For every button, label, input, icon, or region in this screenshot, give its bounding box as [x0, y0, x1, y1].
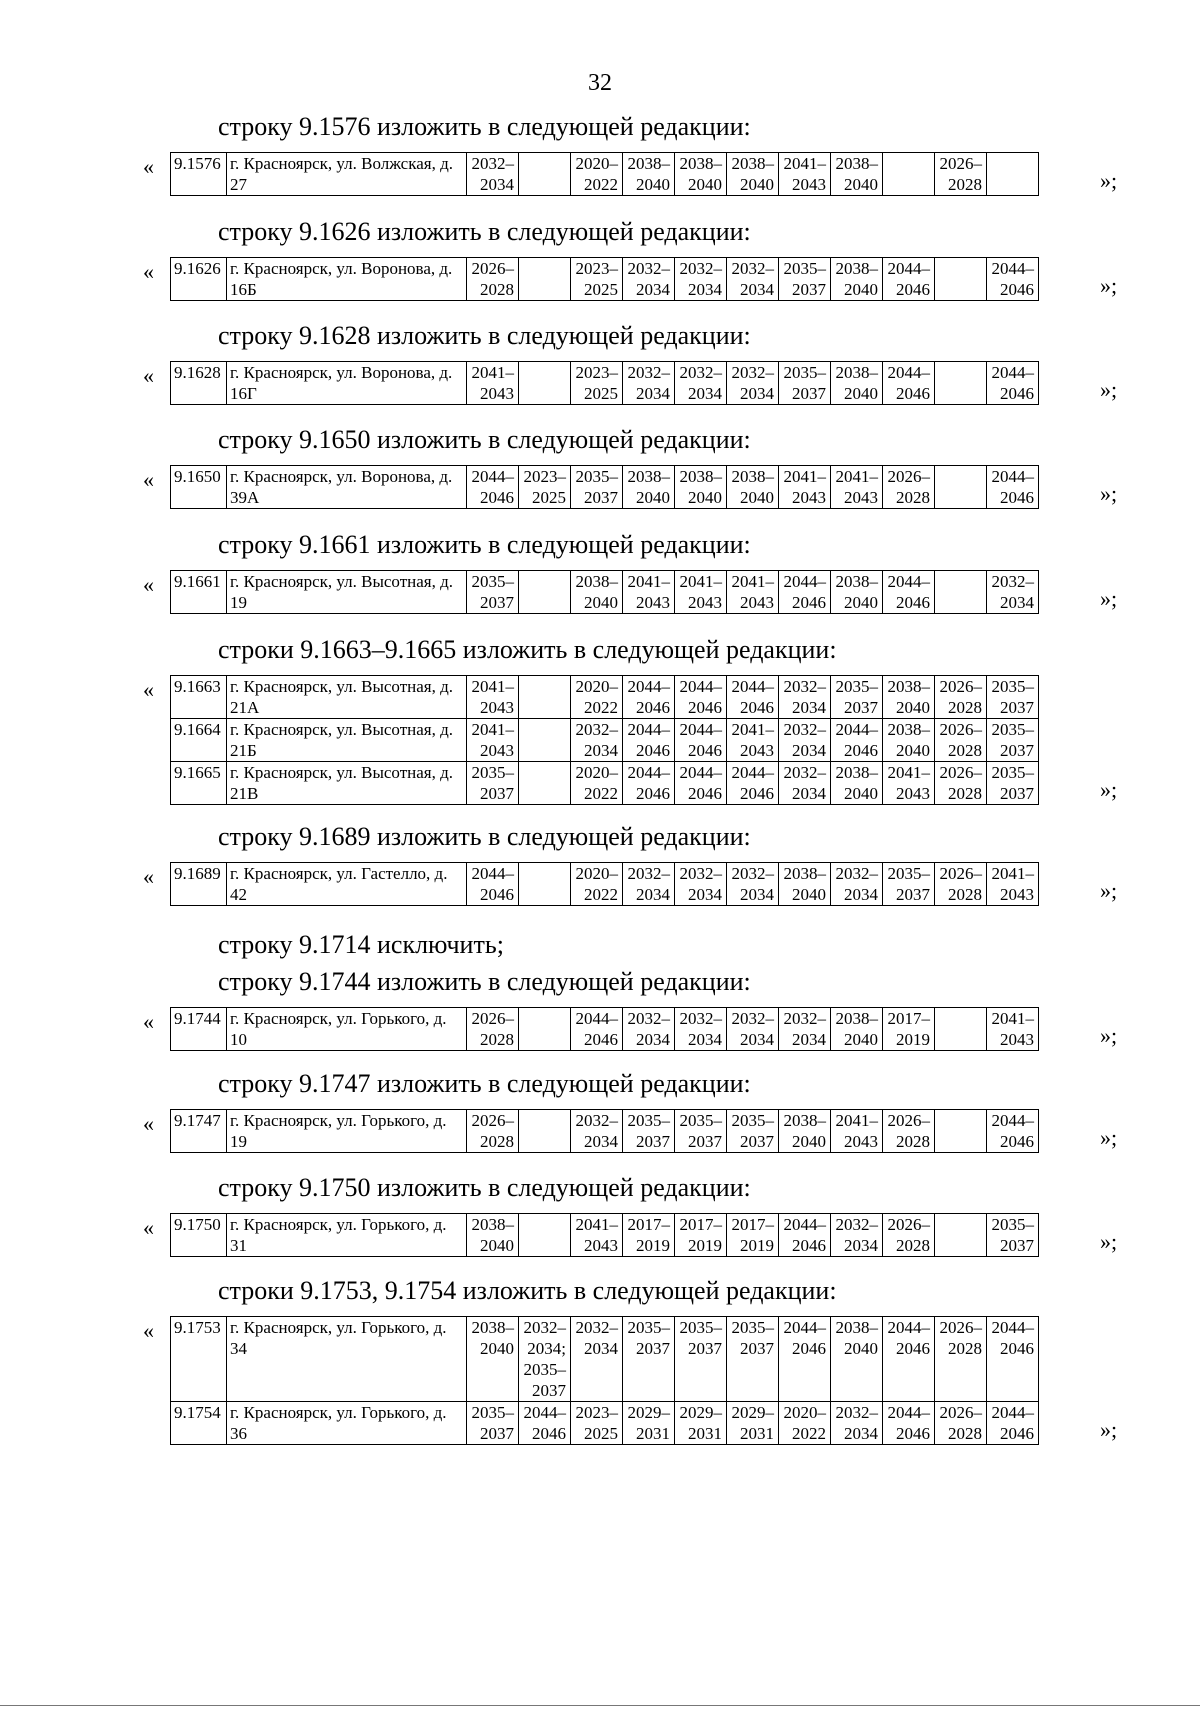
- address-cell: г. Красноярск, ул. Горького, д. 10: [227, 1008, 467, 1051]
- period-cell: 2044– 2046: [467, 863, 519, 906]
- period-cell: 2038– 2040: [831, 362, 883, 405]
- period-cell: 2035– 2037: [883, 863, 935, 906]
- section-heading: строку 9.1744 изложить в следующей редакции:: [218, 967, 751, 996]
- address-cell: г. Красноярск, ул. Высотная, д. 19: [227, 571, 467, 614]
- period-cell: 2017– 2019: [883, 1008, 935, 1051]
- period-cell: 2035– 2037: [779, 362, 831, 405]
- address-cell: г. Красноярск, ул. Волжская, д. 27: [227, 153, 467, 196]
- period-cell: 2044– 2046: [987, 1317, 1039, 1402]
- amendment-table: [170, 570, 1039, 614]
- period-cell: 2038– 2040: [883, 719, 935, 762]
- amendment-table-wrapper: [143, 257, 1118, 301]
- period-cell: [519, 676, 571, 719]
- period-cell: 2038– 2040: [571, 571, 623, 614]
- period-cell: 2038– 2040: [831, 762, 883, 805]
- period-cell: 2032– 2034: [623, 863, 675, 906]
- amendment-table-wrapper: [143, 1109, 1118, 1153]
- address-cell: г. Красноярск, ул. Гастелло, д. 42: [227, 863, 467, 906]
- period-cell: 2026– 2028: [467, 1110, 519, 1153]
- period-cell: 2032– 2034: [779, 676, 831, 719]
- period-cell: 2017– 2019: [623, 1214, 675, 1257]
- opening-quote: «: [143, 864, 154, 889]
- row-number: 9.1753: [171, 1317, 227, 1402]
- period-cell: 2026– 2028: [883, 466, 935, 509]
- period-cell: 2038– 2040: [467, 1214, 519, 1257]
- period-cell: 2026– 2028: [935, 153, 987, 196]
- amendment-table: [170, 152, 1039, 196]
- period-cell: 2035– 2037: [623, 1317, 675, 1402]
- period-cell: [883, 153, 935, 196]
- period-cell: 2032– 2034: [779, 762, 831, 805]
- period-cell: 2038– 2040: [623, 153, 675, 196]
- period-cell: 2035– 2037: [987, 1214, 1039, 1257]
- amendment-table: [170, 1007, 1039, 1051]
- period-cell: 2035– 2037: [467, 1402, 519, 1445]
- opening-quote: «: [143, 259, 154, 284]
- period-cell: 2041– 2043: [883, 762, 935, 805]
- period-cell: 2041– 2043: [779, 153, 831, 196]
- period-cell: 2023– 2025: [571, 258, 623, 301]
- closing-quote: »;: [1100, 1229, 1118, 1254]
- bottom-rule: [0, 1705, 1200, 1706]
- closing-quote: »;: [1100, 168, 1118, 193]
- period-cell: 2023– 2025: [519, 466, 571, 509]
- period-cell: 2020– 2022: [779, 1402, 831, 1445]
- period-cell: [935, 258, 987, 301]
- period-cell: [519, 258, 571, 301]
- row-number: 9.1576: [171, 153, 227, 196]
- section-heading: строки 9.1753, 9.1754 изложить в следующей редакции:: [218, 1276, 837, 1305]
- amendment-table-wrapper: [143, 570, 1118, 614]
- period-cell: 2032– 2034: [623, 1008, 675, 1051]
- exclusion-instruction: строку 9.1714 исключить;: [218, 930, 504, 959]
- period-cell: 2035– 2037: [727, 1110, 779, 1153]
- period-cell: 2035– 2037: [675, 1317, 727, 1402]
- period-cell: 2044– 2046: [883, 571, 935, 614]
- period-cell: 2026– 2028: [883, 1110, 935, 1153]
- period-cell: 2017– 2019: [675, 1214, 727, 1257]
- period-cell: [935, 362, 987, 405]
- address-cell: г. Красноярск, ул. Воронова, д. 16Б: [227, 258, 467, 301]
- period-cell: 2032– 2034: [675, 1008, 727, 1051]
- period-cell: 2041– 2043: [727, 719, 779, 762]
- address-cell: г. Красноярск, ул. Горького, д. 36: [227, 1402, 467, 1445]
- period-cell: 2038– 2040: [779, 1110, 831, 1153]
- period-cell: 2044– 2046: [519, 1402, 571, 1445]
- period-cell: 2032– 2034: [623, 258, 675, 301]
- table-row: [171, 362, 1039, 405]
- period-cell: 2038– 2040: [831, 258, 883, 301]
- section-heading: строку 9.1747 изложить в следующей редакции:: [218, 1069, 751, 1098]
- period-cell: 2026– 2028: [935, 863, 987, 906]
- period-cell: 2023– 2025: [571, 362, 623, 405]
- period-cell: 2041– 2043: [571, 1214, 623, 1257]
- period-cell: 2041– 2043: [779, 466, 831, 509]
- table-row: [171, 719, 1039, 762]
- period-cell: 2032– 2034: [831, 863, 883, 906]
- address-cell: г. Красноярск, ул. Высотная, д. 21В: [227, 762, 467, 805]
- period-cell: [935, 1214, 987, 1257]
- period-cell: 2032– 2034: [675, 258, 727, 301]
- period-cell: 2044– 2046: [883, 1317, 935, 1402]
- period-cell: 2032– 2034: [571, 1317, 623, 1402]
- period-cell: 2041– 2043: [987, 863, 1039, 906]
- period-cell: 2026– 2028: [883, 1214, 935, 1257]
- period-cell: 2041– 2043: [467, 362, 519, 405]
- table-row: [171, 1110, 1039, 1153]
- period-cell: 2029– 2031: [727, 1402, 779, 1445]
- period-cell: 2035– 2037: [831, 676, 883, 719]
- period-cell: 2044– 2046: [987, 258, 1039, 301]
- table-row: [171, 1317, 1039, 1402]
- period-cell: 2044– 2046: [987, 1402, 1039, 1445]
- period-cell: 2044– 2046: [727, 762, 779, 805]
- period-cell: 2032– 2034: [467, 153, 519, 196]
- amendment-table: [170, 257, 1039, 301]
- address-cell: г. Красноярск, ул. Высотная, д. 21А: [227, 676, 467, 719]
- table-row: [171, 571, 1039, 614]
- amendment-table: [170, 361, 1039, 405]
- period-cell: 2017– 2019: [727, 1214, 779, 1257]
- period-cell: 2044– 2046: [987, 466, 1039, 509]
- period-cell: 2035– 2037: [987, 676, 1039, 719]
- period-cell: 2044– 2046: [623, 676, 675, 719]
- period-cell: 2038– 2040: [727, 153, 779, 196]
- period-cell: 2044– 2046: [675, 762, 727, 805]
- period-cell: 2044– 2046: [883, 1402, 935, 1445]
- row-number: 9.1665: [171, 762, 227, 805]
- period-cell: 2020– 2022: [571, 153, 623, 196]
- period-cell: 2032– 2034: [779, 719, 831, 762]
- section-heading: строки 9.1663–9.1665 изложить в следующей редакции:: [218, 635, 837, 664]
- period-cell: [519, 1110, 571, 1153]
- period-cell: [935, 1008, 987, 1051]
- row-number: 9.1744: [171, 1008, 227, 1051]
- period-cell: 2044– 2046: [883, 362, 935, 405]
- row-number: 9.1626: [171, 258, 227, 301]
- amendment-table-wrapper: [143, 1007, 1118, 1051]
- period-cell: 2032– 2034: [727, 863, 779, 906]
- period-cell: 2032– 2034: [675, 362, 727, 405]
- row-number: 9.1747: [171, 1110, 227, 1153]
- period-cell: 2035– 2037: [987, 719, 1039, 762]
- address-cell: г. Красноярск, ул. Горького, д. 19: [227, 1110, 467, 1153]
- period-cell: 2044– 2046: [987, 1110, 1039, 1153]
- closing-quote: »;: [1100, 777, 1118, 802]
- opening-quote: «: [143, 1318, 154, 1343]
- period-cell: 2044– 2046: [623, 719, 675, 762]
- period-cell: [935, 571, 987, 614]
- amendment-table-wrapper: [143, 862, 1118, 906]
- table-row: [171, 1008, 1039, 1051]
- period-cell: 2026– 2028: [935, 676, 987, 719]
- period-cell: 2041– 2043: [675, 571, 727, 614]
- opening-quote: «: [143, 1009, 154, 1034]
- period-cell: [519, 863, 571, 906]
- period-cell: 2044– 2046: [675, 719, 727, 762]
- section-heading: строку 9.1750 изложить в следующей редакции:: [218, 1173, 751, 1202]
- address-cell: г. Красноярск, ул. Воронова, д. 39А: [227, 466, 467, 509]
- period-cell: 2026– 2028: [935, 719, 987, 762]
- opening-quote: «: [143, 1111, 154, 1136]
- period-cell: 2038– 2040: [467, 1317, 519, 1402]
- period-cell: 2020– 2022: [571, 863, 623, 906]
- period-cell: 2044– 2046: [779, 571, 831, 614]
- period-cell: 2035– 2037: [779, 258, 831, 301]
- amendment-table: [170, 1316, 1039, 1445]
- row-number: 9.1663: [171, 676, 227, 719]
- period-cell: 2032– 2034: [571, 1110, 623, 1153]
- period-cell: 2032– 2034: [675, 863, 727, 906]
- period-cell: 2041– 2043: [727, 571, 779, 614]
- section-heading: строку 9.1650 изложить в следующей редакции:: [218, 425, 751, 454]
- period-cell: 2038– 2040: [831, 153, 883, 196]
- amendment-table-wrapper: [143, 152, 1118, 196]
- opening-quote: «: [143, 1215, 154, 1240]
- table-row: [171, 1402, 1039, 1445]
- period-cell: [519, 1214, 571, 1257]
- amendment-table-wrapper: [143, 1213, 1118, 1257]
- period-cell: 2020– 2022: [571, 676, 623, 719]
- period-cell: 2041– 2043: [467, 676, 519, 719]
- address-cell: г. Красноярск, ул. Горького, д. 34: [227, 1317, 467, 1402]
- period-cell: 2026– 2028: [467, 258, 519, 301]
- period-cell: 2032– 2034: [831, 1402, 883, 1445]
- period-cell: [519, 362, 571, 405]
- period-cell: 2035– 2037: [623, 1110, 675, 1153]
- row-number: 9.1664: [171, 719, 227, 762]
- period-cell: 2041– 2043: [831, 466, 883, 509]
- period-cell: 2044– 2046: [623, 762, 675, 805]
- period-cell: 2044– 2046: [727, 676, 779, 719]
- closing-quote: »;: [1100, 1023, 1118, 1048]
- section-heading: строку 9.1661 изложить в следующей редакции:: [218, 530, 751, 559]
- period-cell: 2032– 2034: [727, 1008, 779, 1051]
- period-cell: 2038– 2040: [831, 1008, 883, 1051]
- amendment-table-wrapper: [143, 675, 1118, 805]
- period-cell: [519, 153, 571, 196]
- period-cell: 2041– 2043: [623, 571, 675, 614]
- period-cell: 2032– 2034; 2035– 2037: [519, 1317, 571, 1402]
- period-cell: 2041– 2043: [831, 1110, 883, 1153]
- section-heading: строку 9.1626 изложить в следующей редакции:: [218, 217, 751, 246]
- period-cell: 2035– 2037: [727, 1317, 779, 1402]
- closing-quote: »;: [1100, 1417, 1118, 1442]
- period-cell: 2044– 2046: [779, 1317, 831, 1402]
- period-cell: 2038– 2040: [779, 863, 831, 906]
- closing-quote: »;: [1100, 586, 1118, 611]
- address-cell: г. Красноярск, ул. Горького, д. 31: [227, 1214, 467, 1257]
- table-row: [171, 863, 1039, 906]
- amendment-table: [170, 1109, 1039, 1153]
- row-number: 9.1750: [171, 1214, 227, 1257]
- period-cell: [519, 719, 571, 762]
- period-cell: [519, 1008, 571, 1051]
- section-heading: строку 9.1628 изложить в следующей редакции:: [218, 321, 751, 350]
- table-row: [171, 466, 1039, 509]
- amendment-table: [170, 465, 1039, 509]
- period-cell: 2035– 2037: [987, 762, 1039, 805]
- address-cell: г. Красноярск, ул. Высотная, д. 21Б: [227, 719, 467, 762]
- period-cell: 2044– 2046: [987, 362, 1039, 405]
- period-cell: [935, 1110, 987, 1153]
- period-cell: 2026– 2028: [935, 762, 987, 805]
- period-cell: 2032– 2034: [571, 719, 623, 762]
- period-cell: 2035– 2037: [675, 1110, 727, 1153]
- section-heading: строку 9.1576 изложить в следующей редакции:: [218, 112, 751, 141]
- period-cell: 2044– 2046: [883, 258, 935, 301]
- period-cell: 2044– 2046: [467, 466, 519, 509]
- section-heading: строку 9.1689 изложить в следующей редакции:: [218, 822, 751, 851]
- period-cell: 2044– 2046: [779, 1214, 831, 1257]
- opening-quote: «: [143, 572, 154, 597]
- period-cell: [987, 153, 1039, 196]
- row-number: 9.1628: [171, 362, 227, 405]
- period-cell: 2026– 2028: [935, 1402, 987, 1445]
- period-cell: [935, 466, 987, 509]
- period-cell: 2029– 2031: [623, 1402, 675, 1445]
- period-cell: 2038– 2040: [831, 1317, 883, 1402]
- period-cell: [519, 571, 571, 614]
- row-number: 9.1754: [171, 1402, 227, 1445]
- period-cell: 2038– 2040: [883, 676, 935, 719]
- period-cell: 2041– 2043: [987, 1008, 1039, 1051]
- closing-quote: »;: [1100, 878, 1118, 903]
- table-row: [171, 258, 1039, 301]
- amendment-table-wrapper: [143, 465, 1118, 509]
- period-cell: 2020– 2022: [571, 762, 623, 805]
- row-number: 9.1661: [171, 571, 227, 614]
- row-number: 9.1689: [171, 863, 227, 906]
- period-cell: 2044– 2046: [831, 719, 883, 762]
- page-number: 32: [588, 70, 612, 96]
- period-cell: 2032– 2034: [987, 571, 1039, 614]
- period-cell: 2029– 2031: [675, 1402, 727, 1445]
- address-cell: г. Красноярск, ул. Воронова, д. 16Г: [227, 362, 467, 405]
- period-cell: 2038– 2040: [675, 466, 727, 509]
- period-cell: 2041– 2043: [467, 719, 519, 762]
- period-cell: 2044– 2046: [571, 1008, 623, 1051]
- opening-quote: «: [143, 154, 154, 179]
- period-cell: 2035– 2037: [467, 762, 519, 805]
- period-cell: 2032– 2034: [727, 362, 779, 405]
- opening-quote: «: [143, 677, 154, 702]
- period-cell: [519, 762, 571, 805]
- closing-quote: »;: [1100, 1125, 1118, 1150]
- closing-quote: »;: [1100, 273, 1118, 298]
- opening-quote: «: [143, 467, 154, 492]
- period-cell: 2038– 2040: [623, 466, 675, 509]
- period-cell: 2038– 2040: [831, 571, 883, 614]
- closing-quote: »;: [1100, 481, 1118, 506]
- period-cell: 2023– 2025: [571, 1402, 623, 1445]
- table-row: [171, 1214, 1039, 1257]
- period-cell: 2032– 2034: [623, 362, 675, 405]
- period-cell: 2032– 2034: [831, 1214, 883, 1257]
- period-cell: 2038– 2040: [727, 466, 779, 509]
- amendment-table: [170, 675, 1039, 805]
- opening-quote: «: [143, 363, 154, 388]
- period-cell: 2026– 2028: [935, 1317, 987, 1402]
- period-cell: 2032– 2034: [727, 258, 779, 301]
- period-cell: 2038– 2040: [675, 153, 727, 196]
- table-row: [171, 153, 1039, 196]
- amendment-table: [170, 862, 1039, 906]
- period-cell: 2026– 2028: [467, 1008, 519, 1051]
- table-row: [171, 676, 1039, 719]
- row-number: 9.1650: [171, 466, 227, 509]
- table-row: [171, 762, 1039, 805]
- period-cell: 2032– 2034: [779, 1008, 831, 1051]
- closing-quote: »;: [1100, 377, 1118, 402]
- period-cell: 2044– 2046: [675, 676, 727, 719]
- period-cell: 2035– 2037: [467, 571, 519, 614]
- amendment-table-wrapper: [143, 361, 1118, 405]
- period-cell: 2035– 2037: [571, 466, 623, 509]
- amendment-table-wrapper: [143, 1316, 1118, 1445]
- amendment-table: [170, 1213, 1039, 1257]
